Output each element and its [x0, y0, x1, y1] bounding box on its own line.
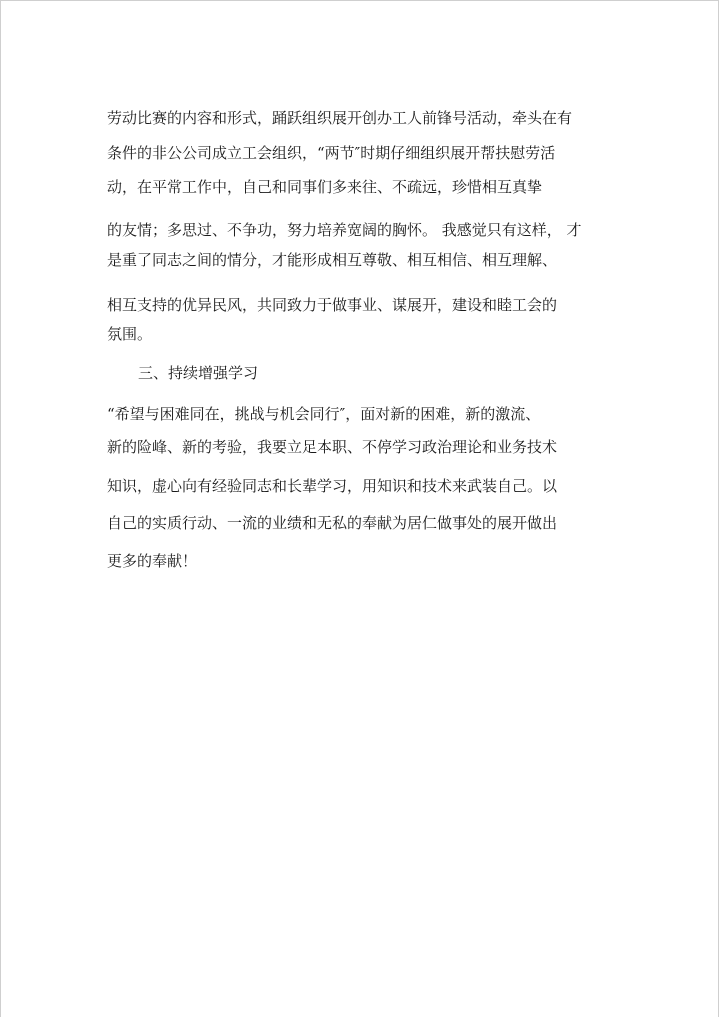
- paragraph-line-12: 自己的实质行动、一流的业绩和无私的奉献为居仁做事处的展开做出: [107, 514, 558, 532]
- paragraph-line-3: 动，在平常工作中，自己和同事们多来往、不疏远，珍惜相互真挚: [107, 178, 543, 196]
- paragraph-line-4: 的友情；多思过、不争功，努力培养宽阔的胸怀。 我感觉只有这样， 才: [107, 221, 582, 239]
- paragraph-line-10: 新的险峰、新的考验，我要立足本职、不停学习政治理论和业务技术: [107, 438, 558, 456]
- paragraph-line-7: 氛围。: [107, 325, 153, 343]
- paragraph-line-6: 相互支持的优异民风，共同致力于做事业、谋展开，建设和睦工会的: [107, 296, 558, 314]
- paragraph-line-9: “希望与困难同在，挑战与机会同行″，面对新的困难，新的激流、: [107, 405, 541, 423]
- paragraph-line-1: 劳动比赛的内容和形式，踊跃组织展开创办工人前锋号活动，牵头在有: [107, 109, 573, 127]
- paragraph-line-2: 条件的非公公司成立工会组织，“两节″时期仔细组织展开帮扶慰劳活: [107, 144, 556, 162]
- paragraph-line-5: 是重了同志之间的情分，才能形成相互尊敬、相互相信、相互理解、: [107, 251, 558, 269]
- paragraph-line-13: 更多的奉献！: [107, 552, 198, 570]
- paragraph-line-11: 知识，虚心向有经验同志和长辈学习，用知识和技术来武装自己。以: [107, 477, 558, 495]
- section-heading: 三、持续增强学习: [138, 364, 259, 382]
